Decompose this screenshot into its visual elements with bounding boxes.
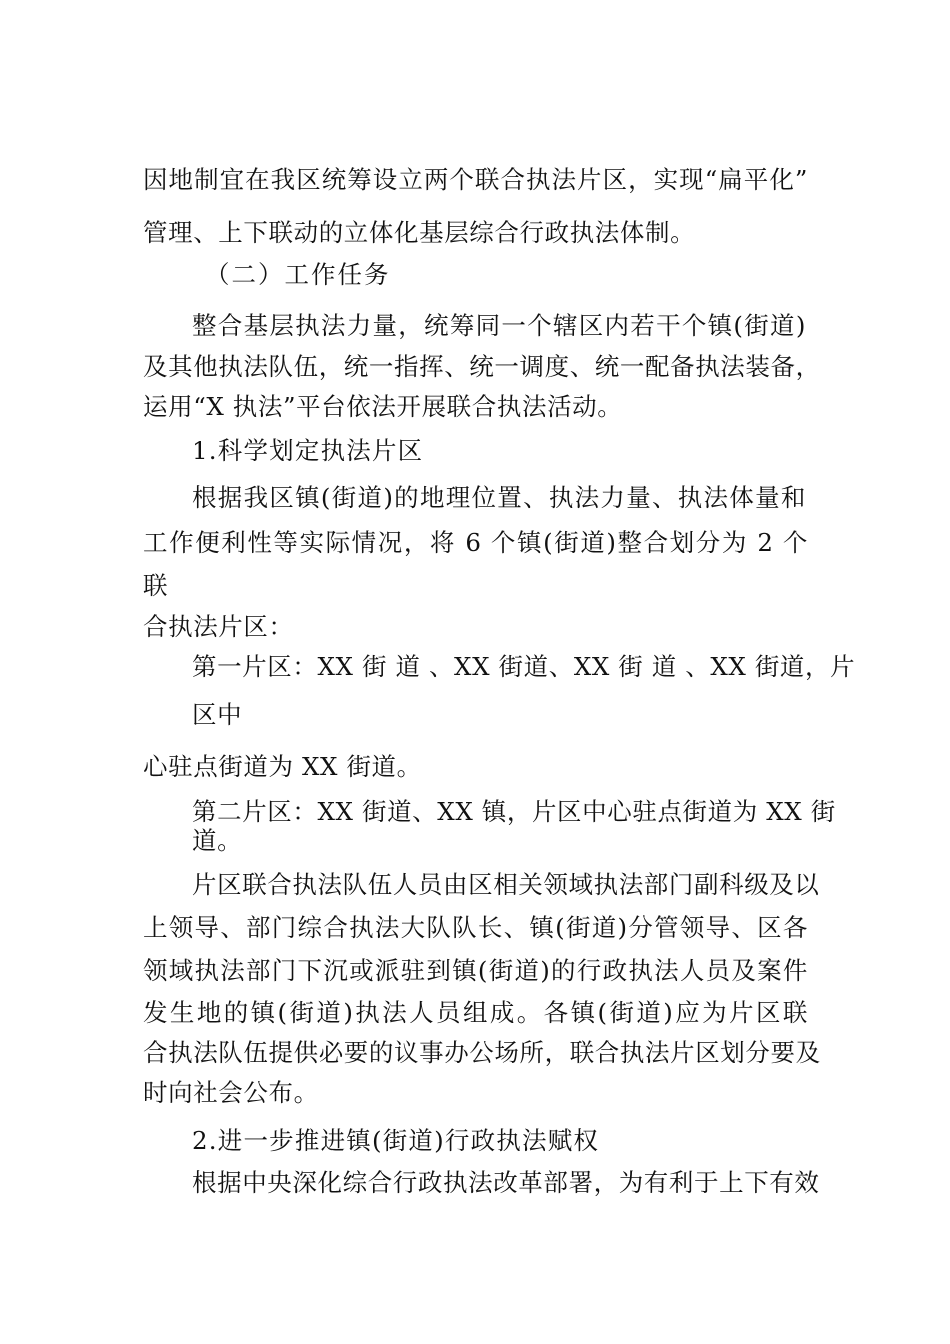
section-heading: （二）工作任务 [205,260,391,289]
subsection-heading: 1.科学划定执法片区 [192,436,424,465]
body-text-line: 根据我区镇(街道)的地理位置、执法力量、执法体量和 [192,483,806,512]
body-text-line: 及其他执法队伍，统一指挥、统一调度、统一配备执法装备， [143,352,821,381]
body-text-line: 第二片区：XX 街道、XX 镇，片区中心驻点街道为 XX 街 [192,797,836,826]
body-text-line: 心驻点街道为 XX 街道。 [143,752,422,781]
body-text-line: 工作便利性等实际情况，将 6 个镇(街道)整合划分为 2 个 [143,528,808,557]
body-text-line: 片区联合执法队伍人员由区相关领域执法部门副科级及以 [192,870,820,899]
body-text-line: 合执法队伍提供必要的议事办公场所，联合执法片区划分要及 [143,1038,821,1067]
body-text-line: 合执法片区： [143,612,294,641]
body-text-line: 领域执法部门下沉或派驻到镇(街道)的行政执法人员及案件 [143,956,808,985]
body-text-line: 上领导、部门综合执法大队队长、镇(街道)分管领导、区各 [143,913,808,942]
body-text-line: 因地制宜在我区统筹设立两个联合执法片区，实现“扁平化” [143,165,808,194]
body-text-line: 联 [143,571,169,600]
body-text-line: 时向社会公布。 [143,1078,319,1107]
body-text-line: 根据中央深化综合行政执法改革部署，为有利于上下有效 [192,1168,820,1197]
body-text-line: 运用“X 执法”平台依法开展联合执法活动。 [143,392,623,421]
body-text-line: 第一片区：XX 街 道 、XX 街道、XX 街 道 、XX 街道，片 [192,652,856,681]
body-text-line: 区中 [192,700,243,729]
body-text-line: 道。 [192,826,243,855]
body-text-line: 整合基层执法力量，统筹同一个辖区内若干个镇(街道) [192,311,806,340]
subsection-heading: 2.进一步推进镇(街道)行政执法赋权 [192,1126,600,1155]
body-text-line: 管理、上下联动的立体化基层综合行政执法体制。 [143,218,696,247]
body-text-line: 发生地的镇(街道)执法人员组成。各镇(街道)应为片区联 [143,998,808,1027]
